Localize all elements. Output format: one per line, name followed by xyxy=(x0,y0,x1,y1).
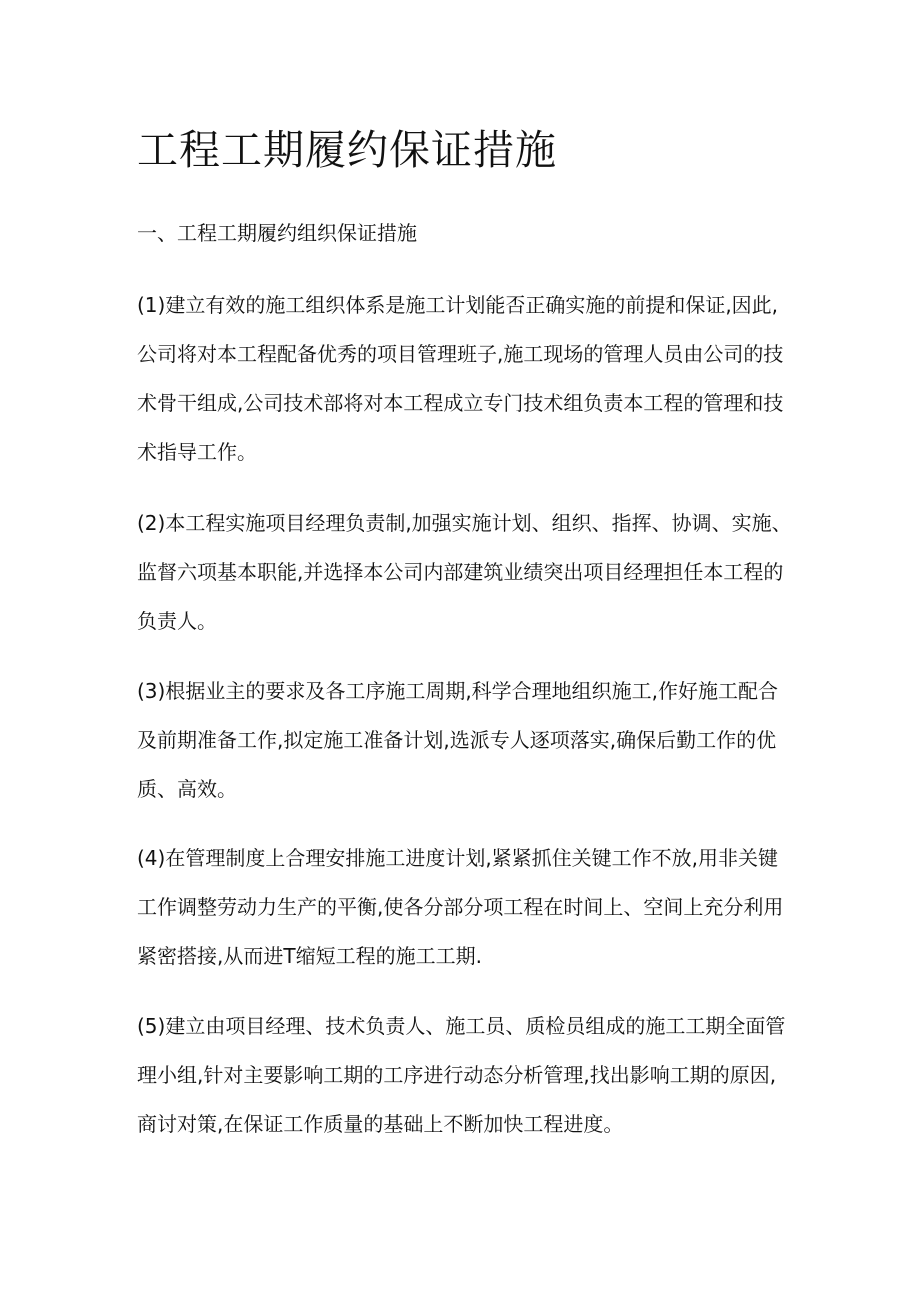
paragraph-line: 紧密搭接,从而进T缩短工程的施工工期. xyxy=(137,944,482,968)
paragraph-line: 负责人。 xyxy=(137,609,217,633)
paragraph-line: 公司将对本工程配备优秀的项目管理班子,施工现场的管理人员由公司的技 xyxy=(137,342,784,366)
paragraph-line: (3)根据业主的要求及各工序施工周期,科学合理地组织施工,作好施工配合 xyxy=(137,679,779,703)
paragraph-line: (4)在管理制度上合理安排施工进度计划,紧紧抓住关键工作不放,用非关键 xyxy=(137,846,779,870)
paragraph-line: 及前期准备工作,拟定施工准备计划,选派专人逐项落实,确保后勤工作的优 xyxy=(137,728,777,752)
section-heading: 一、工程工期履约组织保证措施 xyxy=(137,221,417,245)
paragraph-line: 监督六项基本职能,并选择本公司内部建筑业绩突出项目经理担任本工程的 xyxy=(137,560,784,584)
paragraph-line: (1)建立有效的施工组织体系是施工计划能否正确实施的前提和保证,因此, xyxy=(137,293,779,317)
paragraph-3 xyxy=(137,676,778,823)
paragraph-4 xyxy=(137,843,783,990)
paragraph-line: 术指导工作。 xyxy=(137,440,257,464)
paragraph-line: 工作调整劳动力生产的平衡,使各分部分项工程在时间上、空间上充分利用 xyxy=(137,895,784,919)
paragraph-1 xyxy=(137,290,783,486)
paragraph-line: 术骨干组成,公司技术部将对本工程成立专门技术组负责本工程的管理和技 xyxy=(137,391,784,415)
paragraph-line: 质、高效。 xyxy=(137,777,237,801)
document-title: 工程工期履约保证措施 xyxy=(137,126,557,174)
paragraph-line: (5)建立由项目经理、技术负责人、施工员、质检员组成的施工工期全面管 xyxy=(137,1014,786,1038)
paragraph-line: (2)本工程实施项目经理负责制,加强实施计划、组织、指挥、协调、实施、 xyxy=(137,511,792,535)
paragraph-line: 商讨对策,在保证工作质量的基础上不断加快工程进度。 xyxy=(137,1112,624,1136)
paragraph-5 xyxy=(137,1011,785,1158)
paragraph-2 xyxy=(137,508,792,655)
paragraph-line: 理小组,针对主要影响工期的工序进行动态分析管理,找出影响工期的原因, xyxy=(137,1063,777,1087)
